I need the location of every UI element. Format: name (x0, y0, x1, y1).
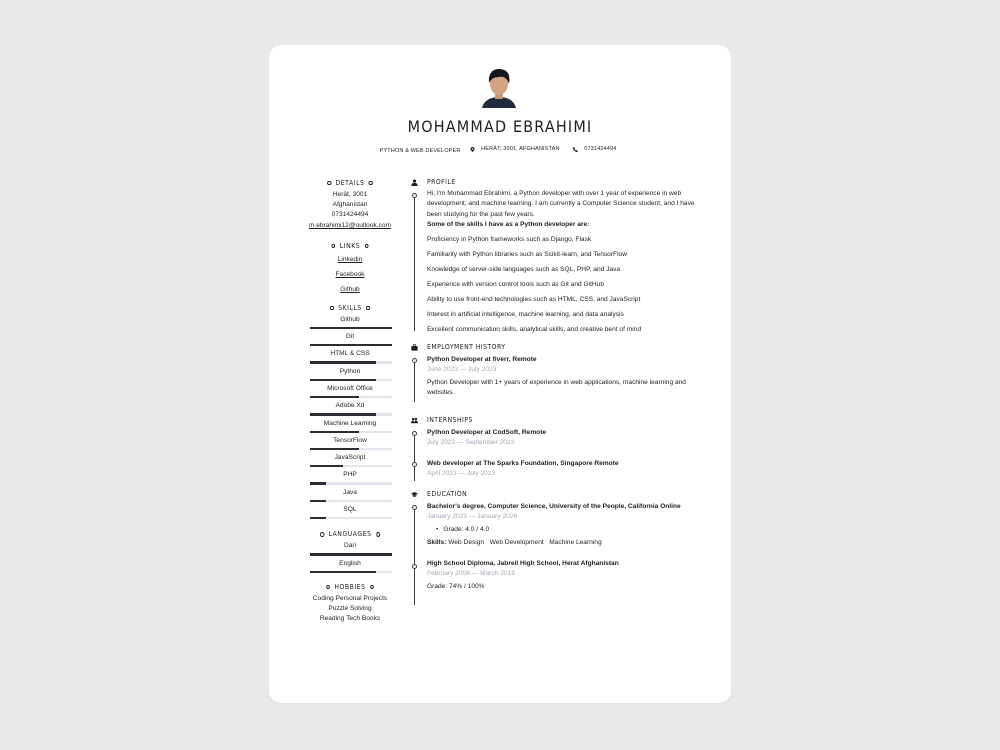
graduation-cap-icon (411, 491, 418, 498)
profile-bullet: Experience with version control tools such as Git and GitHub (427, 281, 605, 289)
dot-icon (366, 306, 370, 311)
education-grade: Grade: 74% / 100% (427, 583, 485, 591)
dot-icon (331, 244, 335, 249)
profile-bullet: Interest in artificial intelligence, machine learning, and data analysis (427, 311, 624, 319)
education-heading: EDUCATION (411, 490, 711, 501)
profile-section (411, 178, 711, 337)
dot-icon (369, 181, 373, 186)
internship-title: Web developer at The Sparks Foundation, Singapore Remote (427, 459, 619, 467)
skills-heading: SKILLS (310, 303, 389, 313)
internship-title: Python Developer at CodSoft, Remote (427, 428, 547, 436)
location: HERĀT, 3001, AFGHANISTAN (470, 146, 563, 152)
skill-item: Microsoft Office (305, 383, 395, 400)
skill-item: Python (305, 366, 395, 383)
skill-item: JavaScript (305, 452, 395, 469)
skill-item: HTML & CSS (305, 348, 395, 365)
timeline-line (414, 505, 415, 605)
profile-photo (480, 67, 518, 108)
internships-section (411, 416, 711, 479)
links-heading: LINKS (310, 241, 389, 251)
skill-item: Github (305, 314, 395, 331)
dot-icon (327, 181, 331, 186)
skills-list (305, 314, 395, 522)
education-dates: January 2023 — January 2026 (427, 512, 518, 520)
phone-icon (573, 147, 578, 152)
education-section (411, 490, 711, 593)
skill-item: Machine Learning (305, 418, 395, 435)
dot-icon (330, 306, 334, 311)
github-link[interactable]: Github (340, 285, 360, 293)
skill-bar (310, 396, 392, 398)
location-pin-icon (470, 147, 475, 152)
sidebar (305, 178, 395, 625)
skill-item: PHP (305, 469, 395, 486)
skill-bar (310, 431, 392, 433)
main-content (411, 178, 711, 592)
hobby-item: Reading Tech Books (319, 615, 381, 623)
profile-intro: Hi, I'm Mohammad Ebrahimi, a Python developer with over 1 year of experience in web development, and machine learning. I am currently a Computer Science student, and I have been studying for the past few years. (427, 190, 695, 218)
timeline-line (414, 431, 415, 481)
language-item: Dari (305, 540, 395, 557)
skill-item: Git (305, 331, 395, 348)
dot-icon (365, 244, 369, 249)
briefcase-icon (411, 344, 418, 351)
address-line-1: Herāt, 3001 (332, 191, 368, 198)
education-grade: • Grade: 4.0 / 4.0 (427, 522, 711, 538)
profile-bullet: Proficiency in Python frameworks such as Django, Flask (427, 236, 592, 244)
dot-icon (376, 532, 380, 537)
timeline-node (412, 505, 417, 510)
dot-icon (320, 532, 324, 537)
timeline-node (412, 193, 417, 198)
timeline-node (412, 431, 417, 436)
language-bar (310, 571, 392, 573)
profile-skills-intro: Some of the skills I have as a Python developer are: (427, 220, 590, 228)
skill-item: TensorFlow (305, 435, 395, 452)
full-name: MOHAMMAD EBRAHIMI (407, 117, 593, 136)
timeline-line (414, 193, 415, 331)
language-bar (310, 553, 392, 555)
internship-dates: April 2023 — July 2023 (427, 469, 496, 477)
employment-section (411, 343, 711, 399)
profile-bullet: Excellent communication skills, analytical skills, and creative bent of mind (427, 326, 642, 334)
skill-bar (310, 379, 392, 381)
profile-bullet: Familiarity with Python libraries such as Scikit-learn, and TensorFlow (427, 251, 627, 259)
hobby-item: Puzzle Solving (328, 605, 372, 613)
skill-item: Adobe Xd (305, 400, 395, 417)
dot-icon (370, 585, 374, 590)
details-phone: 0731424494 (331, 211, 369, 219)
internships-heading: INTERNSHIPS (411, 416, 711, 427)
languages-heading: LANGUAGES (310, 529, 389, 539)
skill-bar (310, 482, 392, 484)
timeline-node (412, 564, 417, 569)
facebook-link[interactable]: Facebook (335, 270, 365, 278)
internship-dates: July 2023 — September 2023 (427, 438, 515, 446)
skill-bar (310, 500, 392, 502)
timeline-node (412, 462, 417, 467)
skill-item: SQL (305, 504, 395, 521)
job-dates: June 2023 — July 2023 (427, 366, 497, 374)
job-title: Python Developer at fiverr, Remote (427, 356, 537, 364)
skill-item: Java (305, 487, 395, 504)
timeline-line (414, 358, 415, 402)
hobby-item: Coding Personal Projects (312, 594, 388, 602)
skill-bar (310, 465, 392, 467)
profile-bullet: Knowledge of server-side languages such as SQL, PHP, and Java (427, 266, 621, 274)
dot-icon (326, 585, 330, 590)
linkedin-link[interactable]: Linkedin (337, 255, 363, 263)
skill-bar (310, 361, 392, 363)
profile-bullet: Ability to use front-end technologies such as HTML, CSS, and JavaScript (427, 296, 641, 304)
profile-heading: PROFILE (411, 178, 711, 189)
address-line-2: Afghanistan (332, 201, 368, 209)
job-description: Python Developer with 1+ years of experience in web applications, machine learning and websites. (427, 379, 686, 397)
education-title: High School Diploma, Jabreil High School, Herat Afghanistan (427, 560, 619, 568)
email-link[interactable]: m.ebrahimi12@outlook.com (308, 221, 392, 229)
phone: 0731424494 (573, 146, 620, 152)
person-icon (411, 179, 418, 186)
employment-heading: EMPLOYMENT HISTORY (411, 343, 711, 354)
language-item: English (305, 558, 395, 575)
skill-bar (310, 413, 392, 415)
job-title: PYTHON & WEB DEVELOPER (379, 147, 461, 154)
education-skills: Skills: Web Design Web Development Machine Learning (427, 538, 602, 546)
hobbies-heading: HOBBIES (310, 582, 389, 592)
resume-page (269, 45, 731, 703)
skill-bar (310, 517, 392, 519)
header-subline (269, 146, 731, 154)
details-heading: DETAILS (310, 178, 389, 188)
skill-bar (310, 448, 392, 450)
skill-bar (310, 327, 392, 329)
skill-bar (310, 344, 392, 346)
education-dates: February 2008 — March 2019 (427, 570, 515, 578)
people-icon (411, 417, 418, 424)
education-title: Bachelor's degree, Computer Science, University of the People, California Online (427, 502, 681, 510)
